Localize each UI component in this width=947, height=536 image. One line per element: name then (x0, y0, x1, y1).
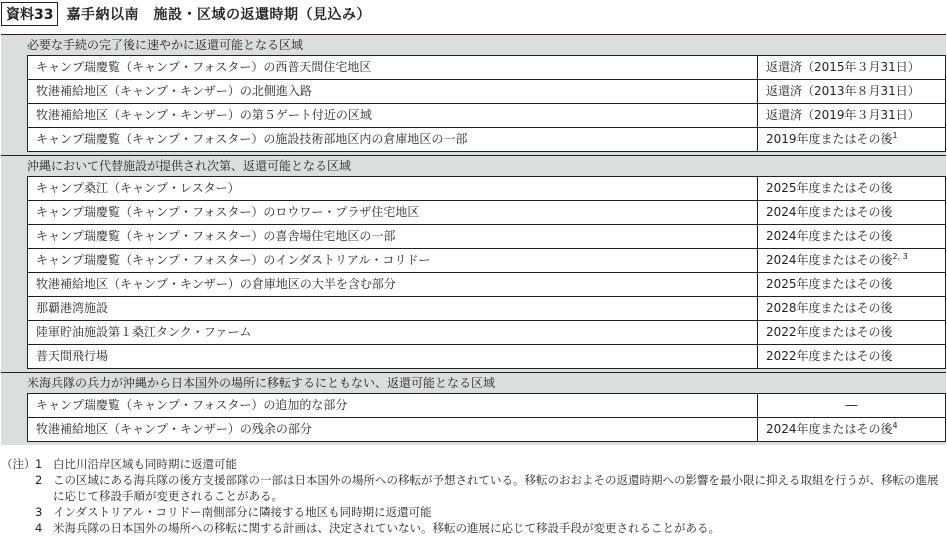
return-time-text: 返還済（2015年３月31日） (766, 60, 920, 74)
area-name: キャンプ瑞慶覧（キャンプ・フォスター）のインダストリアル・コリドー (36, 253, 431, 267)
note-number: 2 (35, 473, 43, 487)
area-name: キャンプ瑞慶覧（キャンプ・フォスター）の追加的な部分 (36, 398, 348, 412)
area-name: キャンプ瑞慶覧（キャンプ・フォスター）のロウワー・プラザ住宅地区 (36, 205, 420, 219)
title-row (0, 0, 371, 28)
section-body (1, 393, 946, 445)
area-name: 牧港補給地区（キャンプ・キンザー）の残余の部分 (36, 422, 312, 436)
note-text: 米海兵隊の日本国外の場所への移転に関する計画は、決定されていない。移転の進展に応じて移設手段が変更されることがある。 (53, 521, 720, 535)
note-lead: （注） (1, 457, 36, 471)
area-name: 陸軍貯油施設第１桑江タンク・ファーム (36, 325, 252, 339)
return-time-text: 2025年度またはその後 (766, 181, 893, 195)
table-row (27, 127, 946, 152)
note-text: この区域にある海兵隊の後方支援部隊の一部は日本国外の場所への移転が予想されている。移転のおおよその返還時期への影響を最小限に抑える取組を行うが、移転の進展に応じて移設手順が変更されることがある。 (53, 473, 939, 503)
table-row (27, 344, 946, 369)
section-heading: 米海兵隊の兵力が沖縄から日本国外の場所に移転するにともない、返還可能となる区域 (1, 372, 946, 393)
note-item (1, 472, 946, 504)
table-row (27, 200, 946, 224)
area-name: キャンプ瑞慶覧（キャンプ・フォスター）の施設技術部地区内の倉庫地区の一部 (36, 132, 468, 146)
return-time-text: 2028年度またはその後 (766, 301, 893, 315)
return-time (757, 394, 945, 417)
return-time (757, 345, 945, 368)
note-number: 3 (35, 505, 43, 519)
return-time-text: 2024年度またはその後 (766, 253, 893, 267)
document-badge: 資料33 (1, 2, 58, 26)
table-row (27, 224, 946, 248)
footnote-ref: 4 (892, 421, 898, 430)
return-time-text: 2025年度またはその後 (766, 277, 893, 291)
section-body (1, 176, 946, 372)
return-time (757, 249, 945, 272)
note-lead (1, 472, 35, 504)
area-name: 普天間飛行場 (36, 349, 109, 363)
return-time (757, 321, 945, 344)
table-row (27, 55, 946, 79)
return-schedule-table (1, 34, 946, 445)
table-row (27, 272, 946, 296)
table-row (27, 393, 946, 417)
area-name: キャンプ瑞慶覧（キャンプ・フォスター）の喜舎場住宅地区の一部 (36, 229, 396, 243)
table-row (27, 417, 946, 442)
note-item (1, 520, 946, 536)
table-row (27, 248, 946, 272)
note-item (1, 504, 946, 520)
return-time (757, 297, 945, 320)
return-time-text: ― (845, 398, 858, 412)
table-row (27, 296, 946, 320)
note-text: 白比川沿岸区域も同時期に返還可能 (53, 457, 237, 471)
return-time-text: 2022年度またはその後 (766, 349, 893, 363)
return-time-text: 2024年度またはその後 (766, 229, 893, 243)
table-row (27, 176, 946, 200)
area-name: 牧港補給地区（キャンプ・キンザー）の北側進入路 (36, 84, 312, 98)
notes (1, 456, 946, 536)
section-heading: 沖縄において代替施設が提供され次第、返還可能となる区域 (1, 155, 946, 176)
note-number: 4 (35, 521, 43, 535)
return-time-text: 返還済（2013年８月31日） (766, 84, 920, 98)
section-rows (27, 176, 946, 369)
area-name: キャンプ桑江（キャンプ・レスター） (36, 181, 240, 195)
note-lead (1, 520, 35, 536)
return-time-text: 2024年度またはその後 (766, 205, 893, 219)
section-rows (27, 55, 946, 152)
return-time (757, 104, 945, 127)
table-row (27, 320, 946, 344)
note-lead (1, 504, 35, 520)
return-time (757, 273, 945, 296)
section-body (1, 55, 946, 155)
return-time-text: 2019年度またはその後 (766, 132, 893, 146)
return-time (757, 128, 945, 151)
footnote-ref: 1 (892, 131, 898, 140)
return-time (757, 201, 945, 224)
return-time (757, 177, 945, 200)
page-title: 嘉手納以南 施設・区域の返還時期（見込み） (66, 7, 371, 23)
return-time-text: 返還済（2019年３月31日） (766, 108, 920, 122)
table-row (27, 103, 946, 127)
section-heading: 必要な手続の完了後に速やかに返還可能となる区域 (1, 34, 946, 55)
note-number: 1 (35, 457, 43, 471)
return-time (757, 80, 945, 103)
return-time (757, 418, 945, 441)
area-name: 那覇港湾施設 (36, 301, 109, 315)
return-time (757, 225, 945, 248)
note-text: インダストリアル・コリドー南側部分に隣接する地区も同時期に返還可能 (53, 505, 432, 519)
return-time (757, 56, 945, 79)
return-time-text: 2024年度またはその後 (766, 422, 893, 436)
note-item (1, 456, 946, 472)
return-time-text: 2022年度またはその後 (766, 325, 893, 339)
footnote-ref: 2, 3 (892, 252, 908, 261)
area-name: 牧港補給地区（キャンプ・キンザー）の倉庫地区の大半を含む部分 (36, 277, 396, 291)
table-row (27, 79, 946, 103)
section-rows (27, 393, 946, 442)
area-name: 牧港補給地区（キャンプ・キンザー）の第５ゲート付近の区域 (36, 108, 372, 122)
area-name: キャンプ瑞慶覧（キャンプ・フォスター）の西普天間住宅地区 (36, 60, 372, 74)
